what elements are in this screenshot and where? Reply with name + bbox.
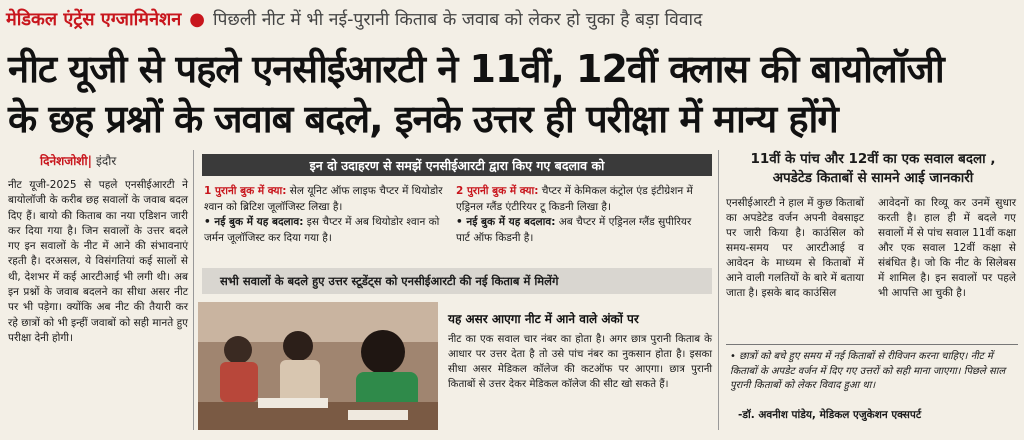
right-column-b: आवेदनों का रिव्यू कर उनमें सुधार करती है। हाल ही में बदले गए सवालों में से पांच सवाल 11वीं कक्षा और एक सवाल 12वीं कक्षा से संबंधित है। जो कि नीट के सिलेबस में शामिल है। इन सवालों पर पहले भी आपत्ति आ चुकी है। — [878, 197, 1016, 299]
kicker-tagline: पिछली नीट में भी नई-पुरानी किताब के जवाब को लेकर हो चुका है बड़ा विवाद — [213, 10, 703, 30]
byline: दिनेशजोशी| इंदौर — [40, 154, 117, 168]
column-divider — [193, 150, 194, 430]
kicker — [6, 4, 702, 34]
section-label: मेडिकल एंट्रेंस एग्जामिनेशन — [6, 9, 182, 30]
example-1-old-text: सेल यूनिट ऑफ लाइफ चैप्टर में थियोडोर श्वान को ब्रिटिश जूलॉजिस्ट लिखा है। — [204, 185, 443, 213]
example-2-new-text: अब चैप्टर में एड्रिनल ग्लैंड सुपीरियर पार्ट ऑफ किडनी है। — [456, 216, 692, 244]
article-column-1: नीट यूजी-2025 से पहले एनसीईआरटी ने बायोलॉजी के करीब छह सवालों के जवाब बदल दिए हैं। बायो की किताब का नया एडिशन जारी कर दिया गया है। जिन सवालों के उत्तर बदले गए इन सवालों के नीट में आने की संभावनाएं रहती है। दरअसल, ये विसंगतियां कई सालों से थी, देशभर में कई आरटीआई भी लगी थी। अब इन प्रश्नों के जवाब बदलने का सीधा असर नीट पर भी पड़ेगा। क्योंकि अब नीट की तैयारी कर रहे छात्रों को भी इन्हीं जवाबों को सही मानते हुए परीक्षा देनी होगी। — [8, 179, 188, 344]
example-1-new-text: इस चैप्टर में अब थियोडोर श्वान को जर्मन जूलॉजिस्ट कर दिया गया है। — [204, 216, 440, 244]
marks-heading: यह असर आएगा नीट में आने वाले अंकों पर — [448, 312, 639, 326]
right-column-a: एनसीईआरटी ने हाल में कुछ किताबों का अपडेटेड वर्जन अपनी वेबसाइट पर जारी किया है। काउंसिल को समय-समय पर आरटीआई व आवेदन के माध्यम से किताबों में आने वाली गलतियों के बारे में बताया जाता है। इसके बाद काउंसिल — [726, 197, 864, 299]
answers-note-bar: सभी सवालों के बदले हुए उत्तर स्टूडेंट्स को एनसीईआरटी की नई किताब में मिलेंगे — [202, 268, 712, 294]
right-heading — [728, 150, 1018, 188]
headline — [8, 44, 1018, 144]
example-2-old-label: 2 पुरानी बुक में क्या: — [456, 185, 539, 197]
column-divider-right — [718, 150, 719, 430]
marks-article: नीट का एक सवाल चार नंबर का होता है। अगर छात्र पुरानी किताब के आधार पर उत्तर देता है तो उसे पांच नंबर का नुकसान होता है। इसका सीधा असर मेडिकल कॉलेज की कटऑफ पर आएगा। छात्र पुरानी किताबों से उत्तर देकर मेडिकल कॉलेज की सीट खो सकते हैं। — [448, 334, 712, 390]
example-1-new-label: • नई बुक में यह बदलाव: — [204, 216, 304, 228]
example-1-old-label: 1 पुरानी बुक में क्या: — [204, 185, 287, 197]
example-1 — [204, 184, 454, 246]
example-2-new-label: • नई बुक में यह बदलाव: — [456, 216, 556, 228]
students-exam-photo — [198, 302, 438, 430]
exam-hall-illustration — [198, 302, 438, 430]
bullet-icon: ● — [189, 8, 206, 30]
expert-attribution: -डॉ. अवनीश पांडेय, मेडिकल एजुकेशन एक्सपर्ट — [738, 409, 922, 421]
headline-line-1: नीट यूजी से पहले एनसीईआरटी ने 11वीं, 12वीं क्लास की बायोलॉजी — [8, 47, 944, 91]
examples-banner: इन दो उदाहरण से समझें एनसीईआरटी द्वारा किए गए बदलाव को — [202, 154, 712, 176]
byline-author: दिनेशजोशी — [40, 154, 88, 168]
example-2 — [456, 184, 706, 246]
headline-line-2: के छह प्रश्नों के जवाब बदले, इनके उत्तर ही परीक्षा में मान्य होंगे — [8, 97, 838, 141]
right-heading-line-1: 11वीं के पांच और 12वीं का एक सवाल बदला , — [750, 151, 996, 167]
right-heading-line-2: अपडेटेड किताबों से सामने आई जानकारी — [772, 170, 974, 186]
quote-divider — [726, 344, 1018, 345]
example-2-old-text: चैप्टर में केमिकल कंट्रोल एंड इंटीग्रेशन में एड्रिनल ग्लैंड एंटीरियर टू किडनी लिखा है। — [456, 185, 693, 213]
byline-place: इंदौर — [95, 154, 117, 168]
expert-quote: • छात्रों को बचे हुए समय में नई किताबों से रीविजन करना चाहिए। नीट में किताबों के अपडेट वर्जन में दिए गए उत्तरों को सही माना जाएगा। पिछले साल पुरानी किताबों को लेकर विवाद हुआ था। — [730, 351, 1006, 391]
